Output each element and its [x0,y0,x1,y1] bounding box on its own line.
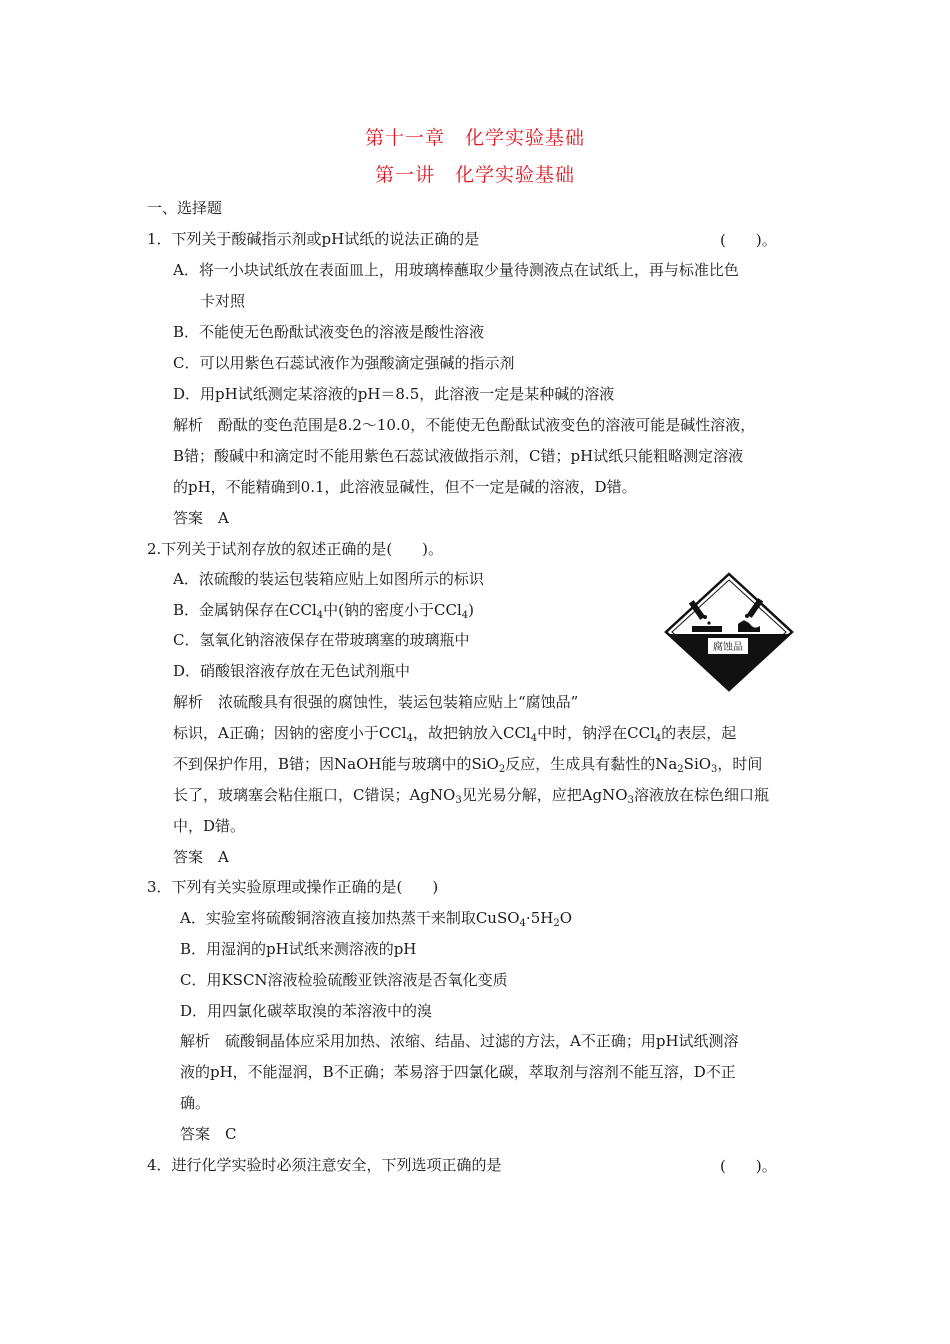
sign-label: 腐蚀品 [713,642,743,653]
question-stem: 3．下列有关实验原理或操作正确的是( ) [147,878,439,896]
corrosive-hazard-sign [664,572,794,692]
explanation-line: 的pH，不能精确到0.1，此溶液显碱性，但不一定是碱的溶液，D错。 [173,478,637,496]
option-b: B．用湿润的pH试纸来测溶液的pH [180,940,417,958]
option-d: D．硝酸银溶液存放在无色试剂瓶中 [173,662,411,680]
explanation-line: 解析 浓硫酸具有很强的腐蚀性，装运包装箱应贴上“腐蚀品” [173,693,579,711]
explanation-line: 确。 [180,1094,211,1112]
explanation-line: 标识，A正确；因钠的密度小于CCl$_4$，故把钠放入CCl$_4$中时，钠浮在CCl$_4$的表层，起 [173,724,737,744]
option-a-cont: 卡对照 [200,292,246,310]
chapter-title: 第十一章 化学实验基础 [364,127,585,149]
option-d: D．用四氯化碳萃取溴的苯溶液中的溴 [180,1002,433,1020]
question-stem: 2.下列关于试剂存放的叙述正确的是( )。 [147,540,444,558]
explanation-line: 解析 硫酸铜晶体应采用加热、浓缩、结晶、过滤的方法，A不正确；用pH试纸测溶 [180,1032,739,1050]
explanation-line: 液的pH，不能湿润，B不正确；苯易溶于四氯化碳，萃取剂与溶剂不能互溶，D不正 [180,1063,736,1081]
answer-line: 答案 A [173,509,229,527]
explanation-line: 中，D错。 [173,817,246,835]
explanation-line: B错；酸碱中和滴定时不能用紫色石蕊试液做指示剂，C错；pH试纸只能粗略测定溶液 [173,447,744,465]
answer-line: 答案 A [173,848,229,866]
option-a: A．浓硫酸的装运包装箱应贴上如图所示的标识 [173,570,484,588]
option-c: C．用KSCN溶液检验硫酸亚铁溶液是否氧化变质 [180,971,508,989]
explanation-line: 解析 酚酞的变色范围是8.2～10.0，不能使无色酚酞试液变色的溶液可能是碱性溶液， [173,416,756,434]
explanation-line: 不到保护作用，B错；因NaOH能与玻璃中的SiO$_2$反应，生成具有黏性的$Na_2SiO_3$，时间 [173,755,763,775]
option-b: B．不能使无色酚酞试液变色的溶液是酸性溶液 [173,323,485,341]
option-a: A．将一小块试纸放在表面皿上，用玻璃棒蘸取少量待测液点在试纸上，再与标准比色 [173,261,739,279]
question-stem: 1．下列关于酸碱指示剂或pH试纸的说法正确的是 [147,230,480,248]
lecture-title: 第一讲 化学实验基础 [374,164,575,186]
answer-blank: ( )。 [720,231,777,249]
option-a: A．实验室将硫酸铜溶液直接加热蒸干来制取$CuSO_4\cdot 5H_2O$ [180,909,573,929]
answer-blank: ( )。 [720,1157,777,1175]
question-stem: 4．进行化学实验时必须注意安全，下列选项正确的是 [147,1156,502,1174]
explanation-line: 长了，玻璃塞会粘住瓶口，C错误；AgNO$_3$见光易分解，应把AgNO$_3$溶液放在棕色细口瓶 [173,786,769,806]
option-c: C．可以用紫色石蕊试液作为强酸滴定强碱的指示剂 [173,354,515,372]
section-heading: 一、选择题 [147,199,223,217]
answer-line: 答案 C [180,1125,237,1143]
option-c: C．氢氧化钠溶液保存在带玻璃塞的玻璃瓶中 [173,631,470,649]
option-d: D．用pH试纸测定某溶液的pH＝8.5，此溶液一定是某种碱的溶液 [173,385,615,403]
option-b: B．金属钠保存在CCl$_4$中(钠的密度小于CCl$_4$) [173,601,474,621]
